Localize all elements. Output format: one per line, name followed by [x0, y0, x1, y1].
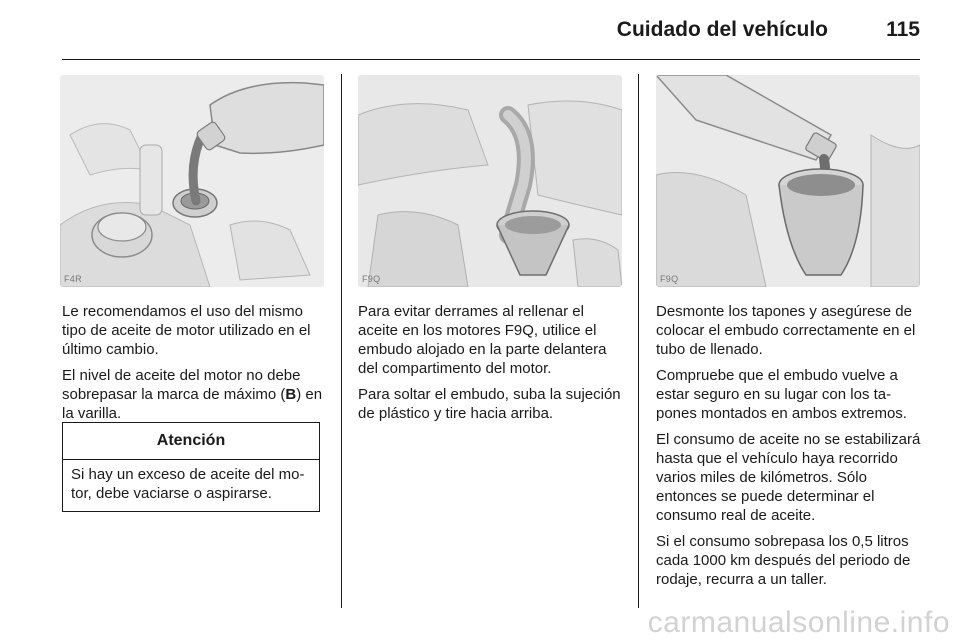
figure-code: F9Q [660, 274, 679, 284]
warning-body: Si hay un exceso de aceite del motor, debe vaciarse o aspirarse. [71, 466, 305, 502]
figure-funnel-pouring [656, 75, 920, 287]
paragraph-max-mark [62, 366, 330, 423]
figure-oil-filling [60, 75, 324, 287]
paragraph: Desmonte los tapones y asegúrese de colocar el embudo correctamente en el tubo de llenado. [656, 303, 916, 358]
max-mark-letter: B [285, 386, 297, 403]
paragraph: El consumo de aceite no se estabilizará hasta que el vehículo haya recorrido varios miles de kilómetros. Sólo entonces se puede determinar el consumo real de aceite. [656, 431, 921, 524]
paragraph: Compruebe que el embudo vuelve a estar seguro en su lugar con los tapones montados en ambos extremos. [656, 367, 907, 422]
header-divider [62, 59, 920, 60]
warning-title: Atención [63, 423, 319, 460]
page-title: Cuidado del vehículo [616, 18, 828, 41]
engine-oil-pour-illustration [60, 75, 324, 287]
column-divider-2 [638, 74, 639, 608]
left-column-text [62, 302, 330, 430]
figure-funnel-storage [358, 75, 622, 287]
text-segment: El nivel de aceite del motor no debe sobrepasar la marca de máximo ( [62, 367, 301, 403]
paragraph: Si el consumo sobrepasa los 0,5 litros cada 1000 km después del periodo de rodaje, recurra a un taller. [656, 533, 911, 588]
figure-code: F9Q [362, 274, 381, 284]
text-segment: ) en la varilla. [62, 386, 323, 422]
paragraph: Para soltar el embudo, suba la sujeción de plástico y tire hacia arriba. [358, 386, 621, 422]
funnel-location-illustration [358, 75, 622, 287]
page-number: 115 [886, 18, 920, 41]
right-column-text [656, 302, 924, 596]
figure-code: F4R [64, 274, 82, 284]
middle-column-text [358, 302, 626, 430]
paragraph: Le recomendamos el uso del mismo tipo de aceite de motor utilizado en el último cambio. [62, 303, 311, 358]
warning-box [62, 422, 320, 512]
funnel-pour-illustration [656, 75, 920, 287]
paragraph: Para evitar derrames al rellenar el aceite en los motores F9Q, utilice el embudo alojado en la parte delantera del compartimento del motor. [358, 303, 607, 377]
watermark: carmanualsonline.info [647, 606, 950, 639]
column-divider-1 [341, 74, 342, 608]
